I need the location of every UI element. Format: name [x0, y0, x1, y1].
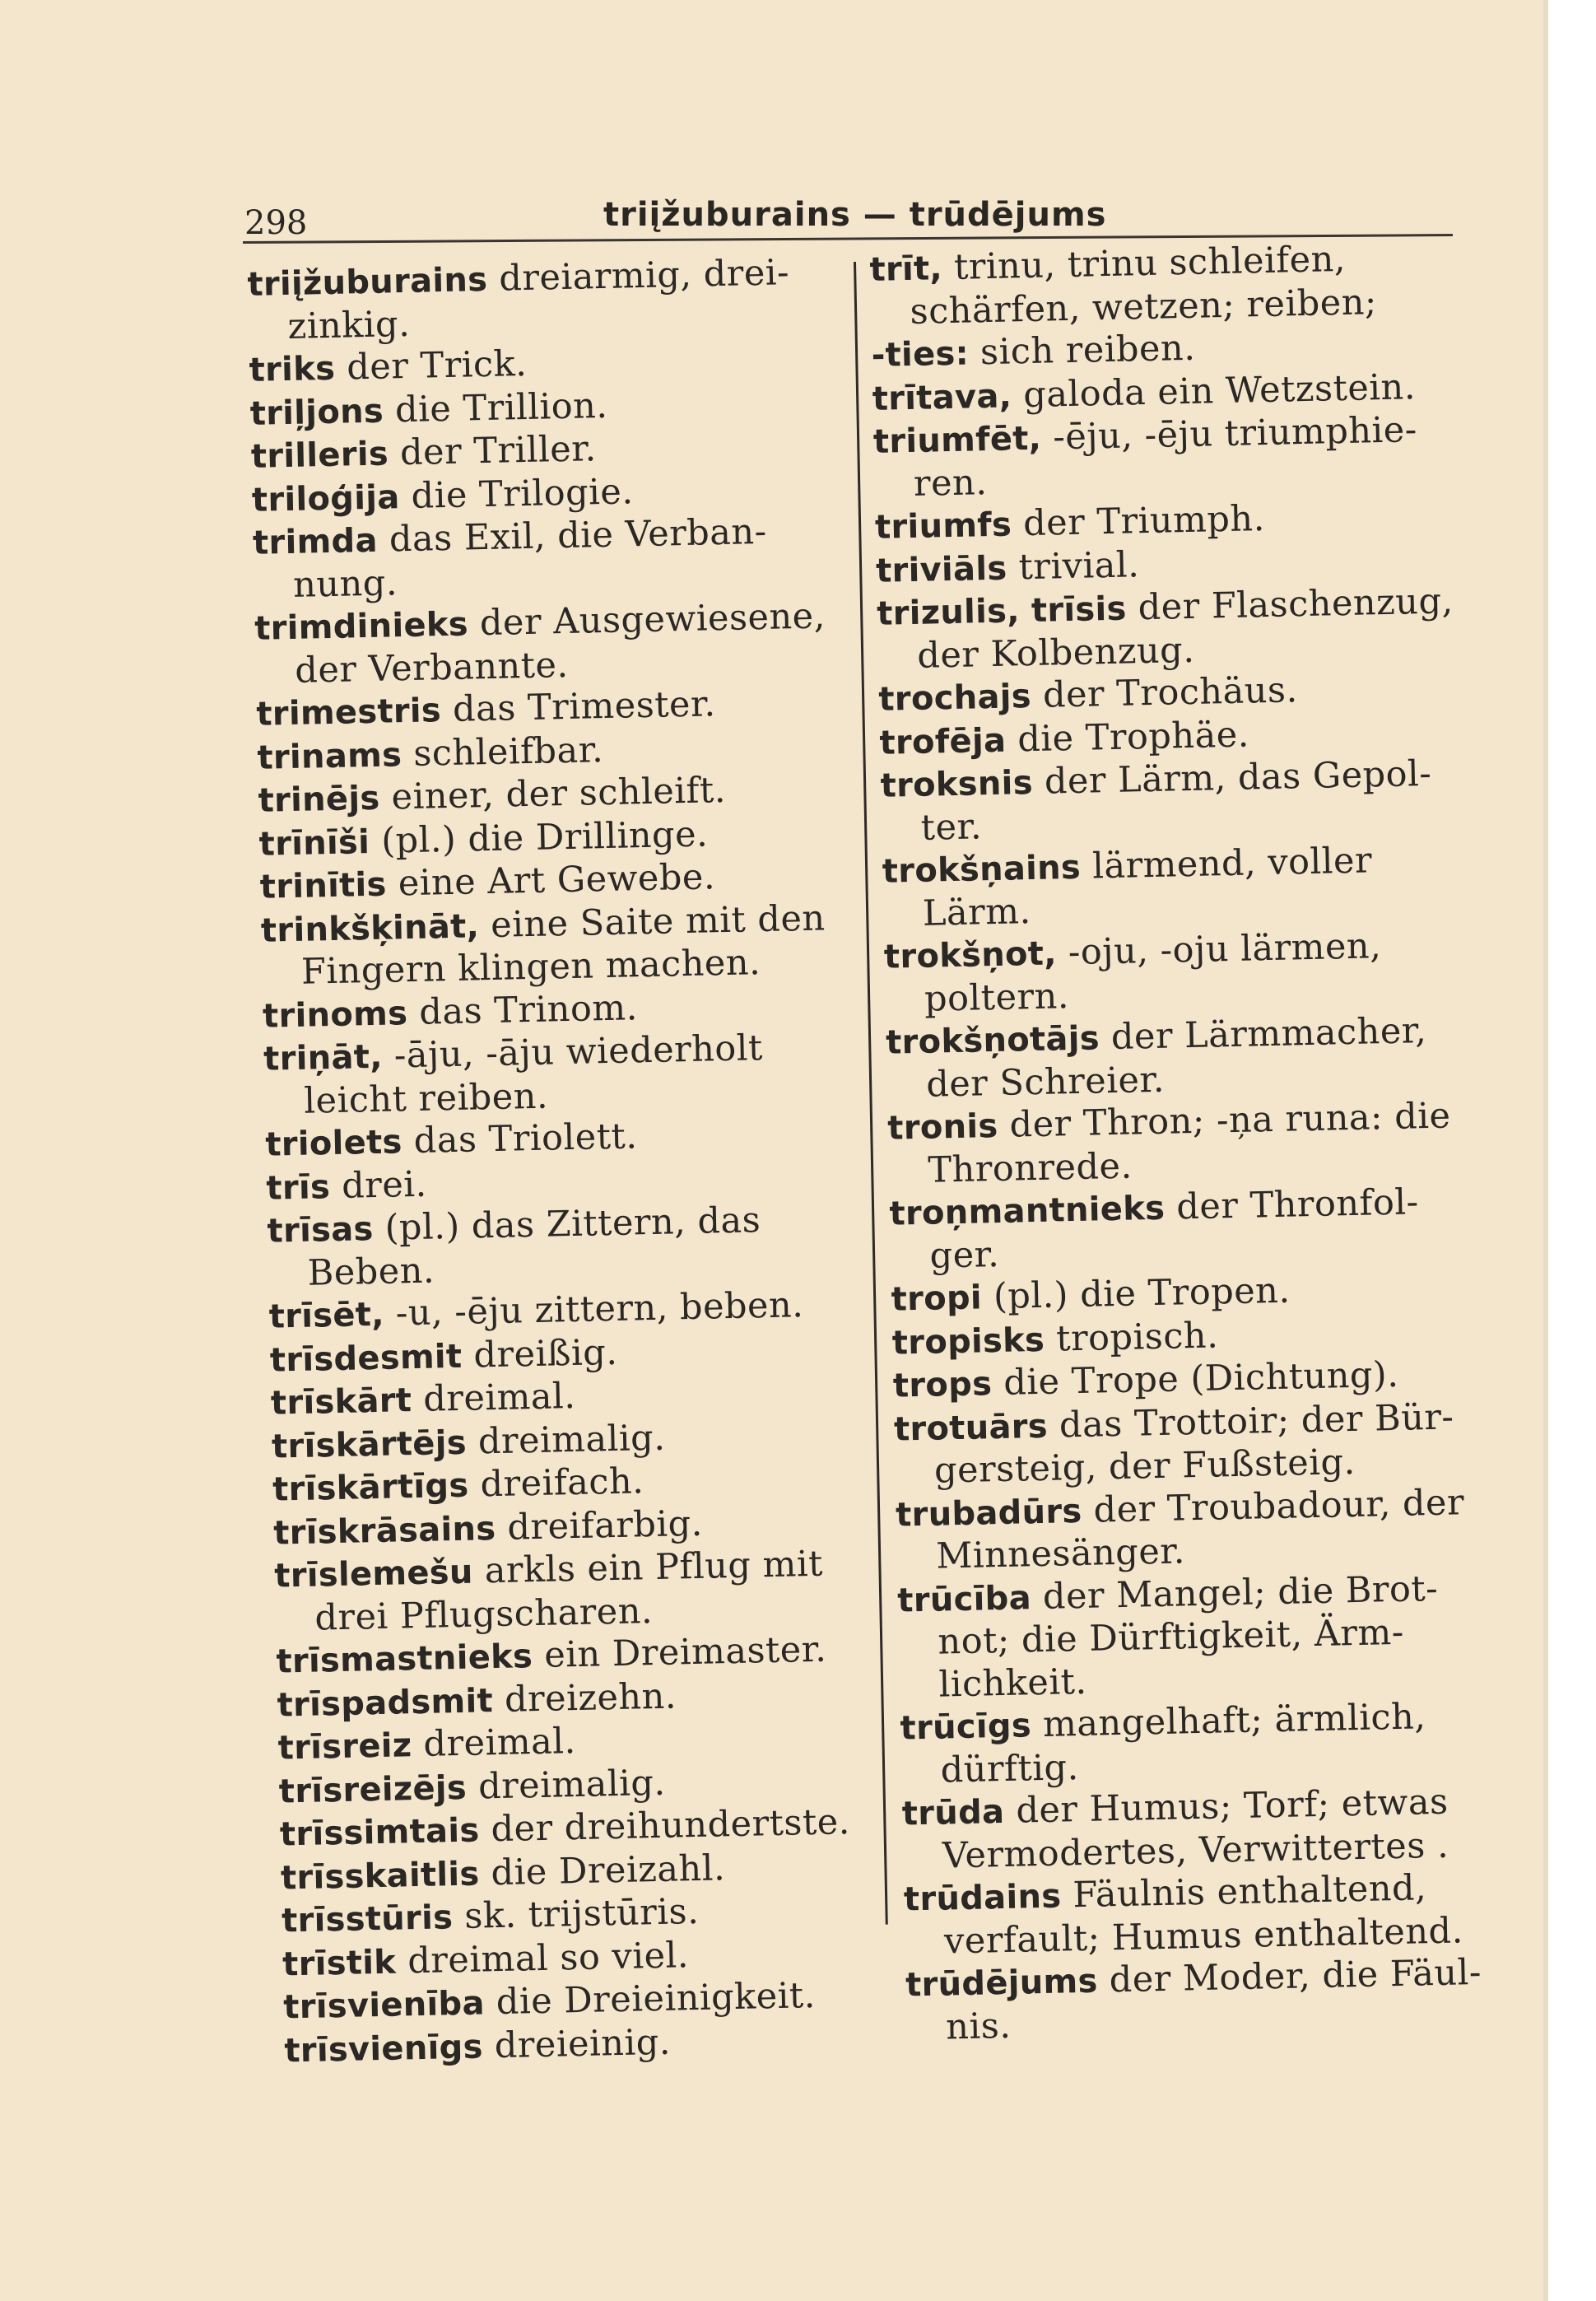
entry-definition: der Trick.: [346, 342, 528, 389]
entry-definition: dreiarmig, drei-: [498, 252, 790, 300]
entry-definition: lärmend, voller: [1091, 840, 1373, 887]
entry-headword: triįžuburains: [247, 260, 488, 304]
entry-definition: eine Saite mit den: [490, 897, 826, 946]
entry-definition: -u, -ēju zittern, beben.: [395, 1284, 804, 1334]
entry-definition: dreimal.: [422, 1721, 577, 1765]
entry-continuation: der Kolbenzug.: [916, 629, 1195, 677]
entry-definition: sk. trijstūris.: [463, 1890, 700, 1937]
entry-headword: trīskrāsains: [272, 1509, 496, 1553]
entry-headword: trūcība: [896, 1578, 1032, 1620]
entry-continuation: gersteig, der Fußsteig.: [933, 1441, 1356, 1492]
entry-continuation: lichkeit.: [938, 1661, 1088, 1706]
entry-continuation: ren.: [913, 461, 988, 505]
entry-headword: tropi: [891, 1279, 983, 1319]
entry-continuation: ter.: [920, 805, 983, 849]
entry-definition: dreißig.: [472, 1331, 618, 1376]
entry-definition: (pl.) die Tropen.: [993, 1269, 1291, 1318]
entry-definition: der Humus; Torf; etwas: [1015, 1781, 1449, 1832]
dictionary-entry: [896, 1480, 1523, 1579]
entry-definition: ein Dreimaster.: [543, 1628, 827, 1676]
page-number: 298: [244, 204, 308, 242]
dictionary-entry: [893, 1395, 1520, 1493]
entry-headword: trotuārs: [893, 1407, 1049, 1449]
entry-headword: triviāls: [875, 549, 1007, 590]
dictionary-entry: [869, 235, 1496, 334]
entry-definition: arkls ein Pflug mit: [484, 1543, 824, 1592]
entry-headword: trokšņot,: [883, 934, 1058, 976]
entry-definition: -oju, -oju lärmen,: [1068, 925, 1382, 974]
entry-continuation: dürftig.: [940, 1746, 1080, 1791]
entry-definition: schleifbar.: [412, 729, 604, 775]
entry-definition: der Lärm, das Gepol-: [1044, 752, 1432, 803]
entry-continuation: ger.: [929, 1233, 1000, 1277]
entry-definition: tropisch.: [1055, 1314, 1219, 1360]
entry-definition: der Triller.: [399, 428, 598, 474]
entry-definition: das Triolett.: [413, 1116, 638, 1162]
dictionary-entry: [886, 1008, 1513, 1107]
entry-definition: der dreihundertste.: [491, 1801, 851, 1851]
entry-definition: drei.: [341, 1163, 428, 1207]
entry-definition: die Trilogie.: [411, 470, 635, 517]
entry-definition: dreifach.: [480, 1460, 644, 1506]
entry-headword: trīsvienība: [282, 1984, 486, 2027]
entry-definition: (pl.) das Zittern, das: [384, 1199, 761, 1249]
dictionary-entry: [253, 509, 880, 608]
entry-headword: trīsstūris: [281, 1898, 454, 1940]
entry-headword: trilleris: [250, 435, 389, 476]
entry-headword: trīsreizējs: [278, 1768, 468, 1811]
entry-definition: dreieinig.: [494, 2021, 672, 2066]
entry-definition: dreimal.: [422, 1375, 576, 1420]
entry-headword: trinējs: [258, 779, 380, 820]
entry-headword: trīsskaitlis: [280, 1855, 480, 1898]
entry-headword: -ties:: [871, 334, 970, 375]
entry-definition: galoda ein Wetzstein.: [1022, 366, 1417, 416]
dictionary-entry: [872, 408, 1500, 506]
entry-definition: der Triumph.: [1022, 498, 1266, 545]
entry-headword: triks: [249, 349, 336, 389]
entry-headword: trīspadsmit: [277, 1681, 494, 1725]
entry-headword: trīnīši: [258, 822, 370, 864]
entry-definition: das Trinom.: [418, 986, 639, 1033]
dictionary-entry: [274, 1542, 901, 1641]
entry-headword: trizulis, trīsis: [876, 589, 1128, 633]
entry-continuation: verfault; Humus enthaltend.: [943, 1909, 1464, 1963]
dictionary-entry: [903, 1865, 1530, 1964]
entry-definition: dreimalig.: [477, 1762, 667, 1808]
entry-definition: der Ausgewiesene,: [479, 595, 826, 645]
entry-definition: die Dreizahl.: [491, 1847, 726, 1893]
dictionary-entry: [882, 837, 1509, 936]
entry-continuation: zinkig.: [287, 303, 411, 347]
entry-definition: der Thron; -ņa runa: die: [1009, 1095, 1451, 1146]
entry-headword: triumfēt,: [872, 419, 1042, 461]
dictionary-entry: [905, 1951, 1533, 2050]
entry-definition: -āju, -āju wiederholt: [393, 1027, 764, 1077]
entry-continuation: nung.: [292, 561, 398, 606]
entry-headword: trīslemešu: [273, 1553, 474, 1595]
entry-headword: trops: [892, 1365, 993, 1405]
entry-continuation: schärfen, wetzen; reiben;: [910, 281, 1378, 333]
entry-headword: triļjons: [249, 392, 384, 433]
entry-headword: trokšņotājs: [885, 1019, 1100, 1062]
dictionary-entry: [247, 250, 874, 349]
entry-continuation: Thronrede.: [927, 1145, 1133, 1191]
entry-definition: das Exil, die Verban-: [389, 510, 768, 561]
entry-headword: trofēja: [879, 721, 1007, 762]
entry-definition: die Trope (Dichtung).: [1003, 1353, 1399, 1404]
entry-headword: trinkšķināt,: [260, 906, 480, 950]
entry-definition: sich reiben.: [979, 327, 1196, 374]
dictionary-entry: [887, 1094, 1515, 1193]
entry-headword: trīstik: [282, 1943, 397, 1984]
entry-headword: trubadūrs: [895, 1492, 1082, 1535]
entry-continuation: Beben.: [307, 1249, 435, 1294]
dictionary-entry: [254, 594, 882, 693]
left-column: [247, 250, 910, 2072]
dictionary-entry: [889, 1180, 1516, 1279]
entry-definition: -ēju, -ēju triumphie-: [1052, 409, 1418, 459]
entry-definition: der Trochäus.: [1042, 669, 1299, 716]
entry-continuation: Lärm.: [922, 890, 1032, 934]
entry-continuation: poltern.: [924, 975, 1070, 1020]
entry-continuation: drei Pflugscharen.: [314, 1590, 654, 1639]
entry-definition: die Trillion.: [394, 384, 608, 431]
dictionary-entry: [900, 1694, 1527, 1793]
entry-headword: trīskārtējs: [271, 1423, 468, 1466]
entry-definition: mangelhaft; ärmlich,: [1042, 1696, 1426, 1745]
entry-headword: trimestris: [255, 692, 442, 734]
page-header: [243, 196, 1453, 242]
dictionary-entry: [897, 1566, 1525, 1707]
entry-definition: dreimalig.: [477, 1417, 666, 1462]
entry-headword: triloģija: [251, 477, 400, 519]
entry-definition: die Trophäe.: [1017, 713, 1250, 760]
entry-headword: trīskārt: [270, 1381, 412, 1423]
entry-definition: trinu, trinu schleifen,: [953, 238, 1347, 288]
entry-headword: troksnis: [880, 763, 1034, 805]
entry-continuation: der Verbannte.: [294, 644, 570, 692]
entry-headword: trīs: [266, 1167, 331, 1208]
entry-headword: trīsdesmit: [269, 1337, 463, 1380]
entry-headword: troņmantnieks: [889, 1189, 1166, 1233]
entry-definition: Fäulnis enthaltend,: [1072, 1867, 1427, 1917]
entry-headword: trīsmastnieks: [276, 1637, 533, 1681]
entry-definition: dreizehn.: [504, 1675, 677, 1721]
entry-definition: dreifarbig.: [506, 1502, 704, 1549]
entry-definition: der Lärmmacher,: [1110, 1010, 1427, 1059]
entry-headword: trīssimtais: [279, 1811, 480, 1854]
entry-continuation: leicht reiben.: [303, 1075, 549, 1122]
entry-definition: die Dreieinigkeit.: [496, 1974, 817, 2024]
entry-headword: trochajs: [877, 678, 1032, 719]
entry-headword: trūdējums: [905, 1962, 1099, 2005]
entry-continuation: Minnesänger.: [935, 1530, 1186, 1577]
right-column: [869, 235, 1533, 2049]
entry-headword: trinītis: [259, 865, 388, 906]
entry-headword: trimdinieks: [254, 605, 469, 648]
entry-headword: trūcīgs: [900, 1707, 1032, 1748]
entry-continuation: Vermodertes, Verwittertes .: [942, 1824, 1449, 1877]
entry-definition: einer, der schleift.: [391, 769, 727, 818]
entry-definition: das Trottoir; der Bür-: [1059, 1395, 1454, 1446]
entry-continuation: not; die Dürftigkeit, Ärm-: [937, 1611, 1405, 1663]
entry-continuation: Fingern klingen machen.: [300, 942, 761, 993]
entry-headword: trīsvienīgs: [283, 2027, 484, 2070]
entry-headword: triņāt,: [263, 1037, 384, 1078]
entry-definition: (pl.) die Drillinge.: [380, 813, 709, 862]
entry-headword: triumfs: [874, 505, 1012, 547]
entry-definition: der Mangel; die Brot-: [1042, 1567, 1439, 1618]
dictionary-entry: [901, 1780, 1529, 1879]
entry-definition: trivial.: [1018, 543, 1140, 588]
dictionary-entry: [880, 752, 1507, 850]
entry-definition: eine Art Gewebe.: [398, 856, 716, 905]
entry-continuation: nis.: [945, 2005, 1012, 2048]
entry-headword: trīskārtīgs: [272, 1466, 469, 1509]
entry-headword: trinoms: [262, 994, 408, 1036]
entry-definition: der Troubadour, der: [1093, 1481, 1465, 1531]
entry-headword: trīsēt,: [268, 1295, 385, 1336]
entry-headword: trinams: [257, 735, 402, 777]
entry-definition: der Thronfol-: [1175, 1181, 1420, 1228]
entry-headword: trītava,: [872, 376, 1012, 418]
dictionary-entry: [877, 580, 1504, 678]
entry-headword: trīsas: [267, 1210, 375, 1251]
running-head: triįžuburains — trūdējums: [603, 196, 1107, 234]
entry-headword: tropisks: [891, 1321, 1045, 1362]
entry-headword: trīsreiz: [277, 1726, 412, 1768]
dictionary-entry: [260, 896, 887, 994]
entry-headword: trūda: [901, 1792, 1005, 1833]
entry-headword: trokšņains: [882, 848, 1082, 891]
entry-headword: trimda: [252, 521, 379, 562]
entry-definition: dreimal so viel.: [407, 1934, 690, 1982]
dictionary-entry: [883, 923, 1510, 1022]
entry-headword: trūdains: [903, 1877, 1062, 1919]
entry-headword: tronis: [886, 1106, 998, 1148]
dictionary-entry: [263, 1025, 891, 1124]
entry-definition: das Trimester.: [452, 683, 716, 730]
entry-continuation: der Schreier.: [925, 1059, 1166, 1106]
entry-definition: der Flaschenzug,: [1138, 580, 1454, 629]
entry-headword: triolets: [264, 1123, 403, 1164]
dictionary-entry: [267, 1197, 894, 1296]
entry-headword: trīt,: [869, 249, 943, 289]
entry-definition: der Moder, die Fäul-: [1109, 1951, 1482, 2001]
